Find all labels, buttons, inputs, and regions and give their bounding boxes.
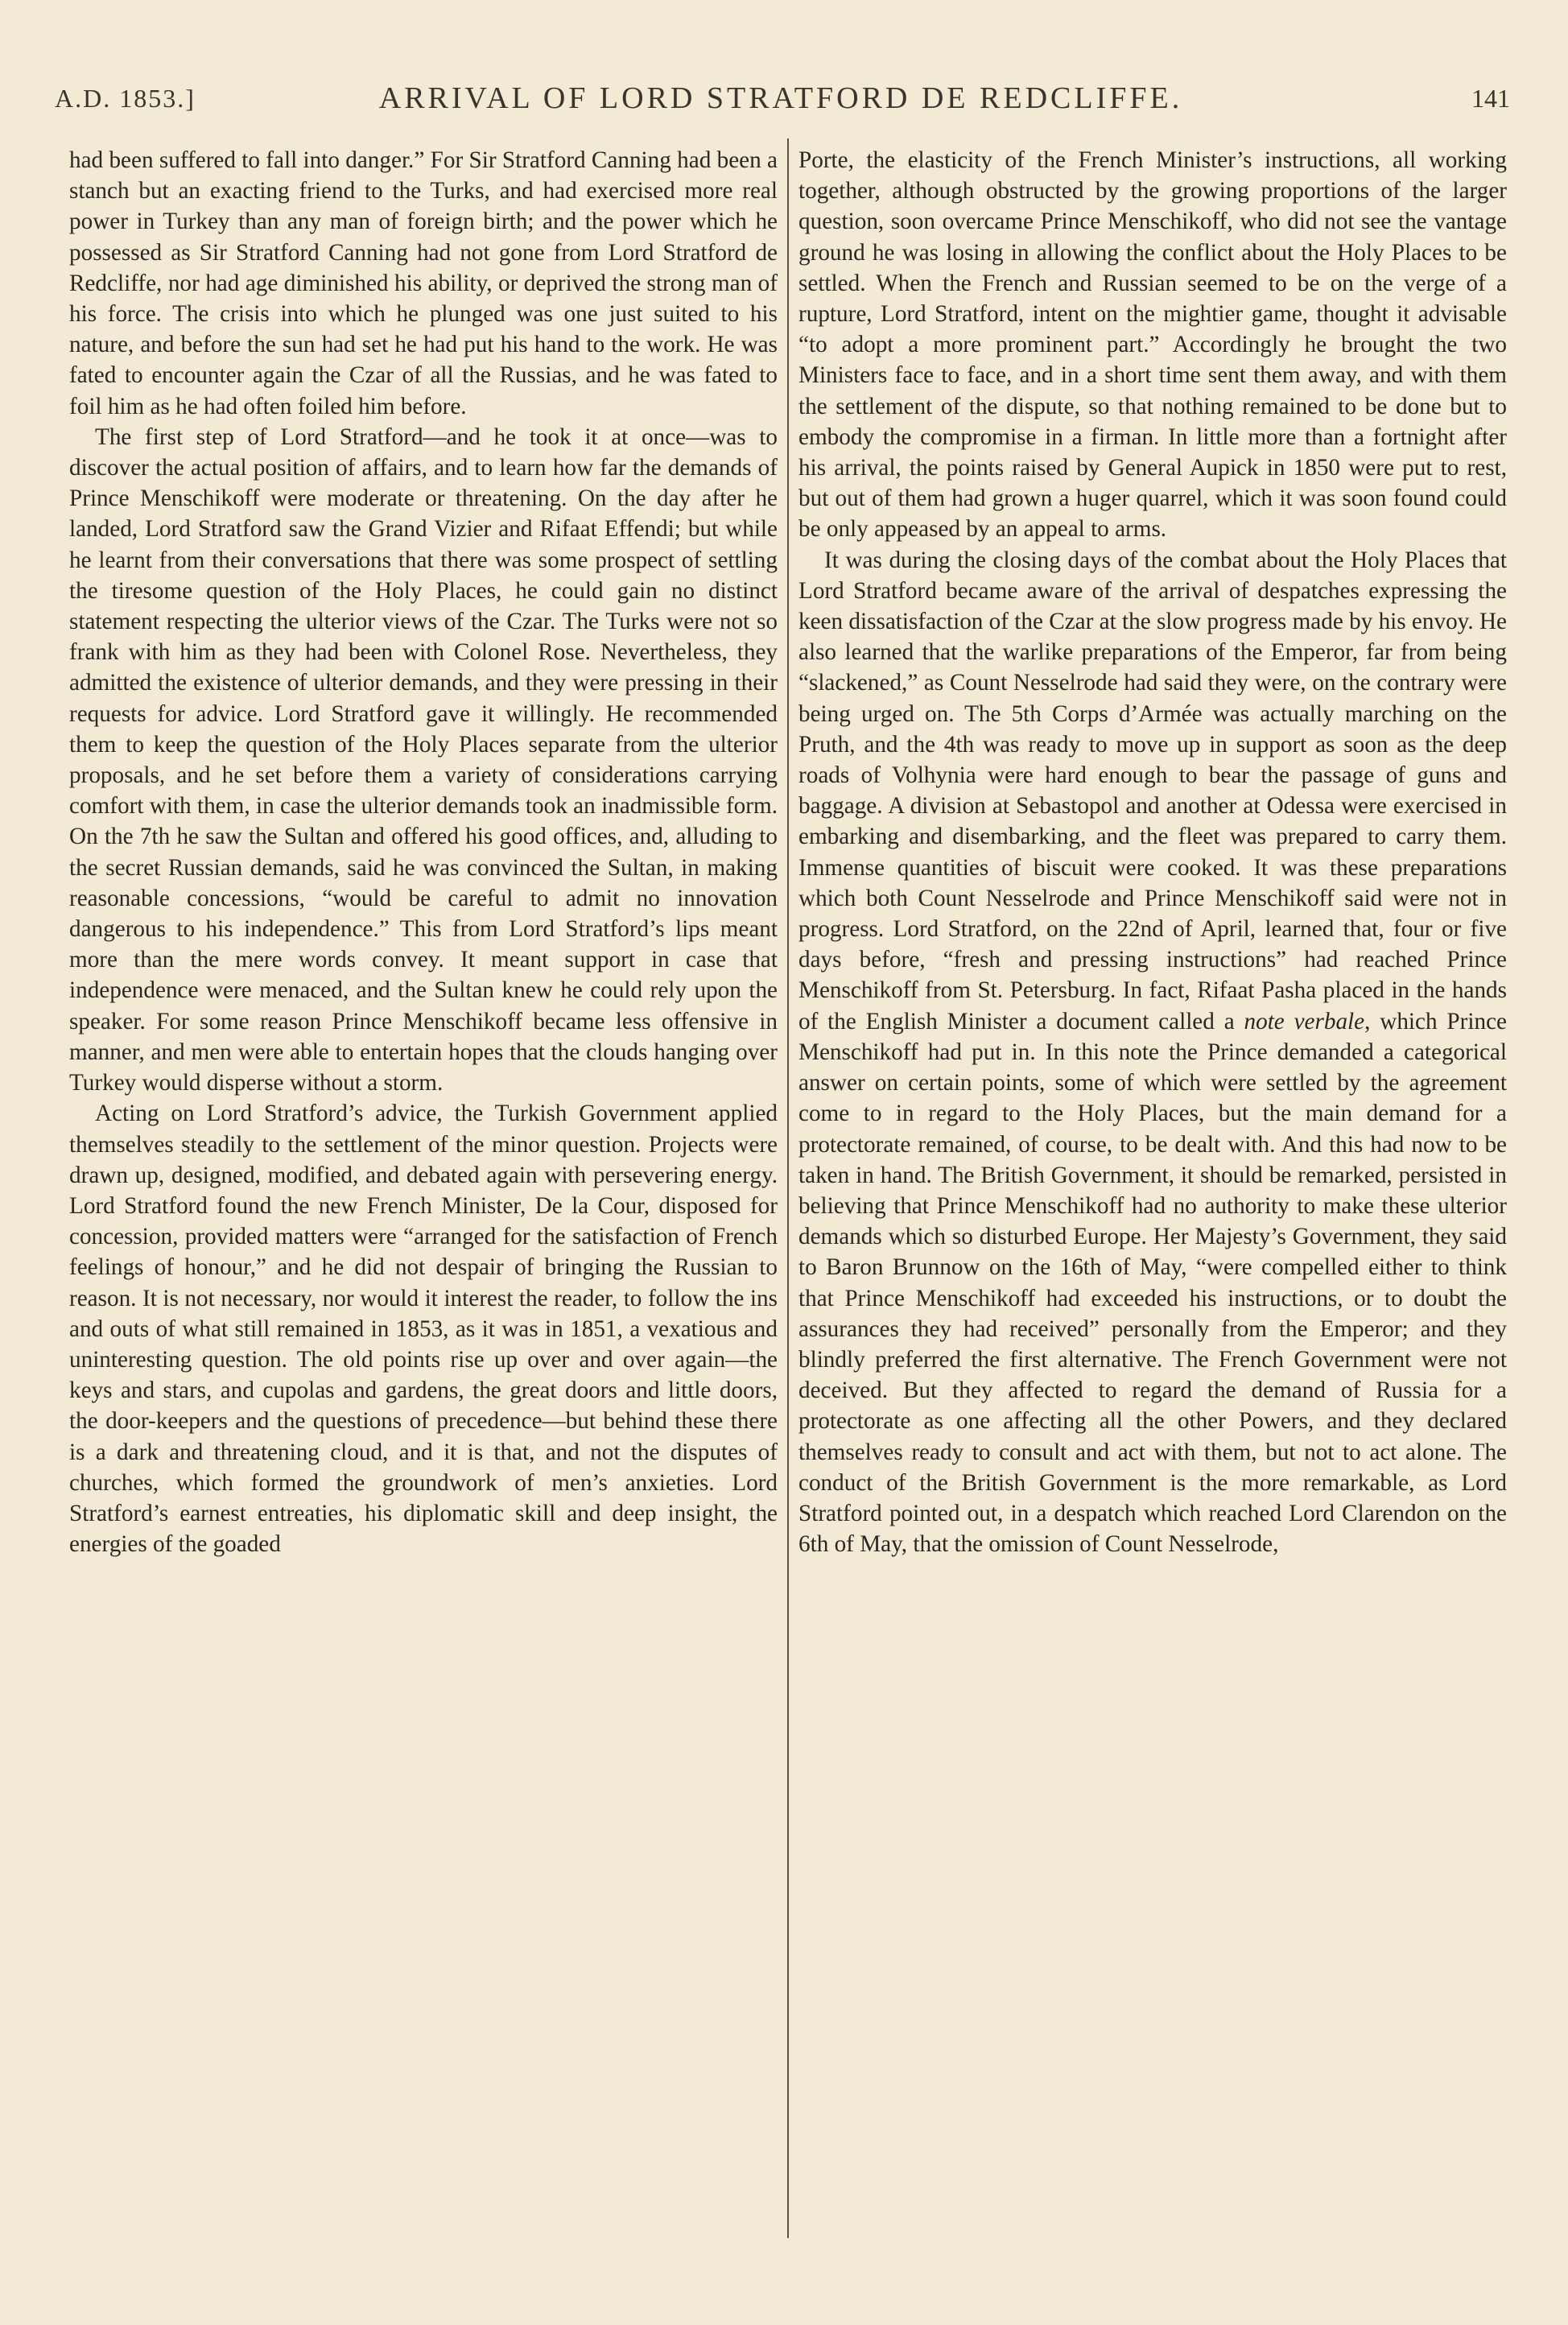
paragraph: The first step of Lord Stratford—and he took it at once—was to discover the actual position of affairs, and to learn how far the demands of Prince Menschikoff were moderate or threatening. On the day after he landed, Lord Stratford saw the Grand Vizier and Rifaat Effendi; but while he learnt from their conversations that there was some prospect of settling the tiresome question of the Holy Places, he could gain no distinct statement respecting the ulterior views of the Czar. The Turks were not so frank with him as they had been with Colonel Rose. Nevertheless, they admitted the existence of ulterior demands, and they were pressing in their requests for advice. Lord Stratford gave it willingly. He recommended them to keep the question of the Holy Places separate from the ulterior proposals, and he set before them a variety of considerations carrying comfort with them, in case the ulterior demands took an inadmissible form. On the 7th he saw the Sultan and offered his good offices, and, alluding to the secret Russian demands, said he was convinced the Sultan, in making reasonable concessions, “would be careful to admit no innovation dangerous to his independence.” This from Lord Stratford’s lips meant more than the mere words convey. It meant support in case that independence were menaced, and the Sultan knew he could rely upon the speaker. For some reason Prince Menschikoff became less offensive in manner, and men were able to entertain hopes that the clouds hanging over Turkey would disperse without a storm. (69, 423, 778, 1096)
column-divider (787, 138, 789, 2238)
paragraph: Porte, the elasticity of the French Minister’s instructions, all working together, although obstructed by the growing proportions of the larger question, soon overcame Prince Menschikoff, who did not see the vantage ground he was losing in allowing the conflict about the Holy Places to be settled. When the French and Russian seemed to be on the verge of a rupture, Lord Stratford, intent on the mightier game, thought it advisable “to adopt a more prominent part.” Accordingly he brought the two Ministers face to face, and in a short time sent them away, and with them the settlement of the dispute, so that nothing remained to be done but to embody the compromise in a firman. In little more than a fortnight after his arrival, the points raised by General Aupick in 1850 were put to rest, but out of them had grown a huger quarrel, which it was soon found could be only appeased by an appeal to arms. (798, 147, 1507, 543)
left-column (69, 145, 778, 2238)
header-title: ARRIVAL OF LORD STRATFORD DE REDCLIFFE. (378, 81, 1183, 115)
paragraph: Acting on Lord Stratford’s advice, the Turkish Government applied themselves steadily to the settlement of the minor question. Projects were drawn up, designed, modified, and debated again with persevering energy. Lord Stratford found the new French Minister, De la Cour, disposed for concession, provided matters were “arranged for the satisfaction of French feelings of honour,” and he did not despair of bringing the Russian to reason. It is not necessary, nor would it interest the reader, to follow the ins and outs of what still remained in 1853, as it was in 1851, a vexatious and uninteresting question. The old points rise up over and over again—the keys and stars, and cupolas and gardens, the great doors and little doors, the door-keepers and the questions of precedence—but behind these there is a dark and threatening cloud, and it is that, and not the disputes of churches, which formed the groundwork of men’s anxieties. Lord Stratford’s earnest entreaties, his diplomatic skill and deep insight, the energies of the goaded (69, 1101, 778, 1558)
page-number: 141 (1471, 84, 1510, 113)
italic-term: note verbale (1244, 1008, 1365, 1034)
paragraph: had been suffered to fall into danger.” For Sir Stratford Canning had been a stanch but an exacting friend to the Turks, and had exercised more real power in Turkey than any man of foreign birth; and the power which he possessed as Sir Stratford Canning had not gone from Lord Stratford de Redcliffe, nor had age diminished his ability, or deprived the strong man of his force. The crisis into which he plunged was one just suited to his nature, and before the sun had set he had put his hand to the work. He was fated to encounter again the Czar of all the Russias, and he was fated to foil him as he had often foiled him before. (69, 147, 778, 419)
paragraph-text: It was during the closing days of the combat about the Holy Places that Lord Stratford became aware of the arrival of despatches expressing the keen dissatisfaction of the Czar at the slow progress made by his envoy. He also learned that the warlike preparations of the Emperor, far from being “slackened,” as Count Nesselrode had said they were, on the contrary were being urged on. The 5th Corps d’Armée was actually marching on the Pruth, and the 4th was ready to move up in support as soon as the deep roads of Volhynia were hard enough to bear the passage of guns and baggage. A division at Sebastopol and another at Odessa were exercised in embarking and disembarking, and the fleet was prepared to carry them. Immense quantities of biscuit were cooked. It was these preparations which both Count Nesselrode and Prince Menschikoff said were not in progress. Lord Stratford, on the 22nd of April, learned that, four or five days before, “fresh and pressing instructions” had reached Prince Menschikoff from St. Petersburg. In fact, Rifaat Pasha placed in the hands of the English Minister a document called a (798, 547, 1507, 1034)
paragraph (798, 545, 1507, 1560)
header-date: A.D. 1853.] (55, 84, 196, 113)
paragraph-text: , which Prince Menschikoff had put in. In this note the Prince demanded a categorical answer on certain points, some of which were settled by the agreement come to in regard to the Holy Places, but the main demand for a protectorate remained, of course, to be dealt with. And this had now to be taken in hand. The British Government, it should be remarked, persisted in believing that Prince Menschikoff had no authority to make these ulterior demands which so disturbed Europe. Her Majesty’s Government, they said to Baron Brunnow on the 16th of May, “were compelled either to think that Prince Menschikoff had exceeded his instructions, or to doubt the assurances they had received” personally from the Emperor; and they blindly preferred the first alternative. The French Government were not deceived. But they affected to regard the demand of Russia for a protectorate as one affecting all the other Powers, and they declared themselves ready to consult and act with them, but not to act alone. The conduct of the British Government is the more remarkable, as Lord Stratford pointed out, in a despatch which reached Lord Clarendon on the 6th of May, that the omission of Count Nesselrode, (798, 1008, 1507, 1558)
running-header (48, 77, 1513, 126)
right-column (798, 145, 1507, 2238)
